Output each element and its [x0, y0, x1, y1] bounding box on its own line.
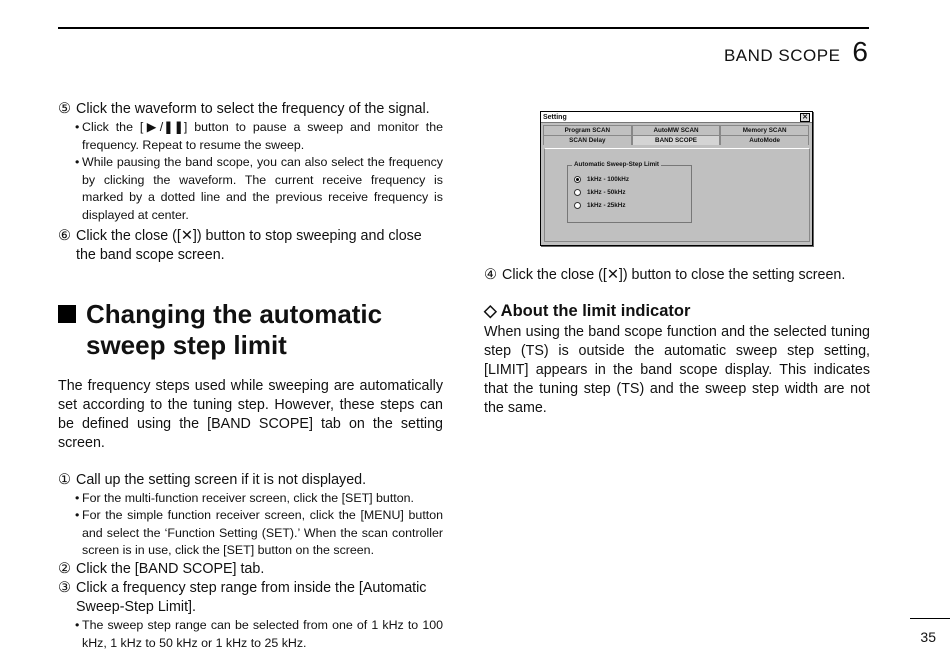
step-1: ① Call up the setting screen if it is not displayed.	[58, 471, 367, 488]
tab-band-scope[interactable]: BAND SCOPE	[632, 135, 721, 145]
footer-rule	[910, 618, 950, 619]
dialog-titlebar	[541, 112, 812, 123]
step-3: ③ Click a frequency step range from inside the [Automatic Sweep-Step Limit].	[58, 579, 427, 615]
sweep-step-limit-group	[567, 161, 692, 223]
radio-icon	[574, 202, 581, 209]
section-number: 6	[852, 36, 868, 67]
tab-automode[interactable]: AutoMode	[720, 135, 809, 145]
tab-program-scan[interactable]: Program SCAN	[543, 125, 632, 135]
step1-bullet: • For the multi-function receiver screen, click the [SET] button.	[58, 490, 443, 508]
tab-automw-scan[interactable]: AutoMW SCAN	[632, 125, 721, 135]
header-rule	[58, 27, 869, 29]
intro-paragraph: The frequency steps used while sweeping are automatically set according to the tuning step. However, these steps can be defined using the [BAND SCOPE] tab on the setting screen.	[58, 377, 443, 451]
step-6: ⑥ Click the close ([✕]) button to stop sweeping and close the band scope screen.	[58, 227, 422, 263]
setting-dialog-screenshot	[540, 111, 813, 246]
section-header	[724, 36, 868, 68]
band-scope-panel	[544, 148, 810, 242]
about-limit-heading: ◇ About the limit indicator	[484, 302, 691, 320]
tab-memory-scan[interactable]: Memory SCAN	[720, 125, 809, 135]
dialog-title: Setting	[543, 113, 567, 121]
step-4: ④ Click the close ([✕]) button to close the setting screen.	[484, 267, 846, 283]
section-title: BAND SCOPE	[723, 46, 841, 65]
section-heading: Changing the automatic sweep step limit	[58, 299, 443, 361]
radio-option-25khz[interactable]: 1kHz - 25kHz	[574, 202, 626, 209]
step-5: ⑤ Click the waveform to select the frequency of the signal.	[58, 101, 430, 117]
about-limit-paragraph: When using the band scope function and the selected tuning step (TS) is outside the automatic sweep step setting, [LIMIT] appears in the band scope display. This indicates that the tuning step (TS) and the sweep step width are not the same.	[484, 324, 870, 416]
step5-bullet: • While pausing the band scope, you can also select the frequency by clicking the waveform. The current receive frequency is marked by a dotted line and the previous receive frequency is displayed at center.	[58, 154, 443, 224]
page-number: 35	[920, 629, 936, 645]
radio-option-50khz[interactable]: 1kHz - 50kHz	[574, 189, 626, 196]
close-icon[interactable]: ✕	[800, 113, 810, 122]
radio-option-100khz[interactable]: 1kHz - 100kHz	[574, 176, 629, 183]
dialog-tabs	[543, 125, 809, 145]
tab-scan-delay[interactable]: SCAN Delay	[543, 135, 632, 145]
radio-selected-icon	[574, 176, 581, 183]
square-bullet-icon	[58, 305, 76, 323]
radio-icon	[574, 189, 581, 196]
step5-bullet: • Click the [▶/❚❚] button to pause a sweep and monitor the frequency. Repeat to resume the sweep.	[58, 119, 443, 154]
step1-bullet: • For the simple function receiver screen, click the [MENU] button and select the ‘Function Setting (SET).’ When the scan controller screen is in use, click the [SET] button on the screen.	[58, 507, 443, 560]
right-column	[484, 266, 870, 418]
step-2: ② Click the [BAND SCOPE] tab.	[58, 560, 265, 577]
step3-bullet: • The sweep step range can be selected from one of 1 kHz to 100 kHz, 1 kHz to 50 kHz or 1 kHz to 25 kHz.	[58, 617, 443, 652]
group-label: Automatic Sweep-Step Limit	[574, 161, 660, 168]
left-column	[58, 100, 443, 652]
